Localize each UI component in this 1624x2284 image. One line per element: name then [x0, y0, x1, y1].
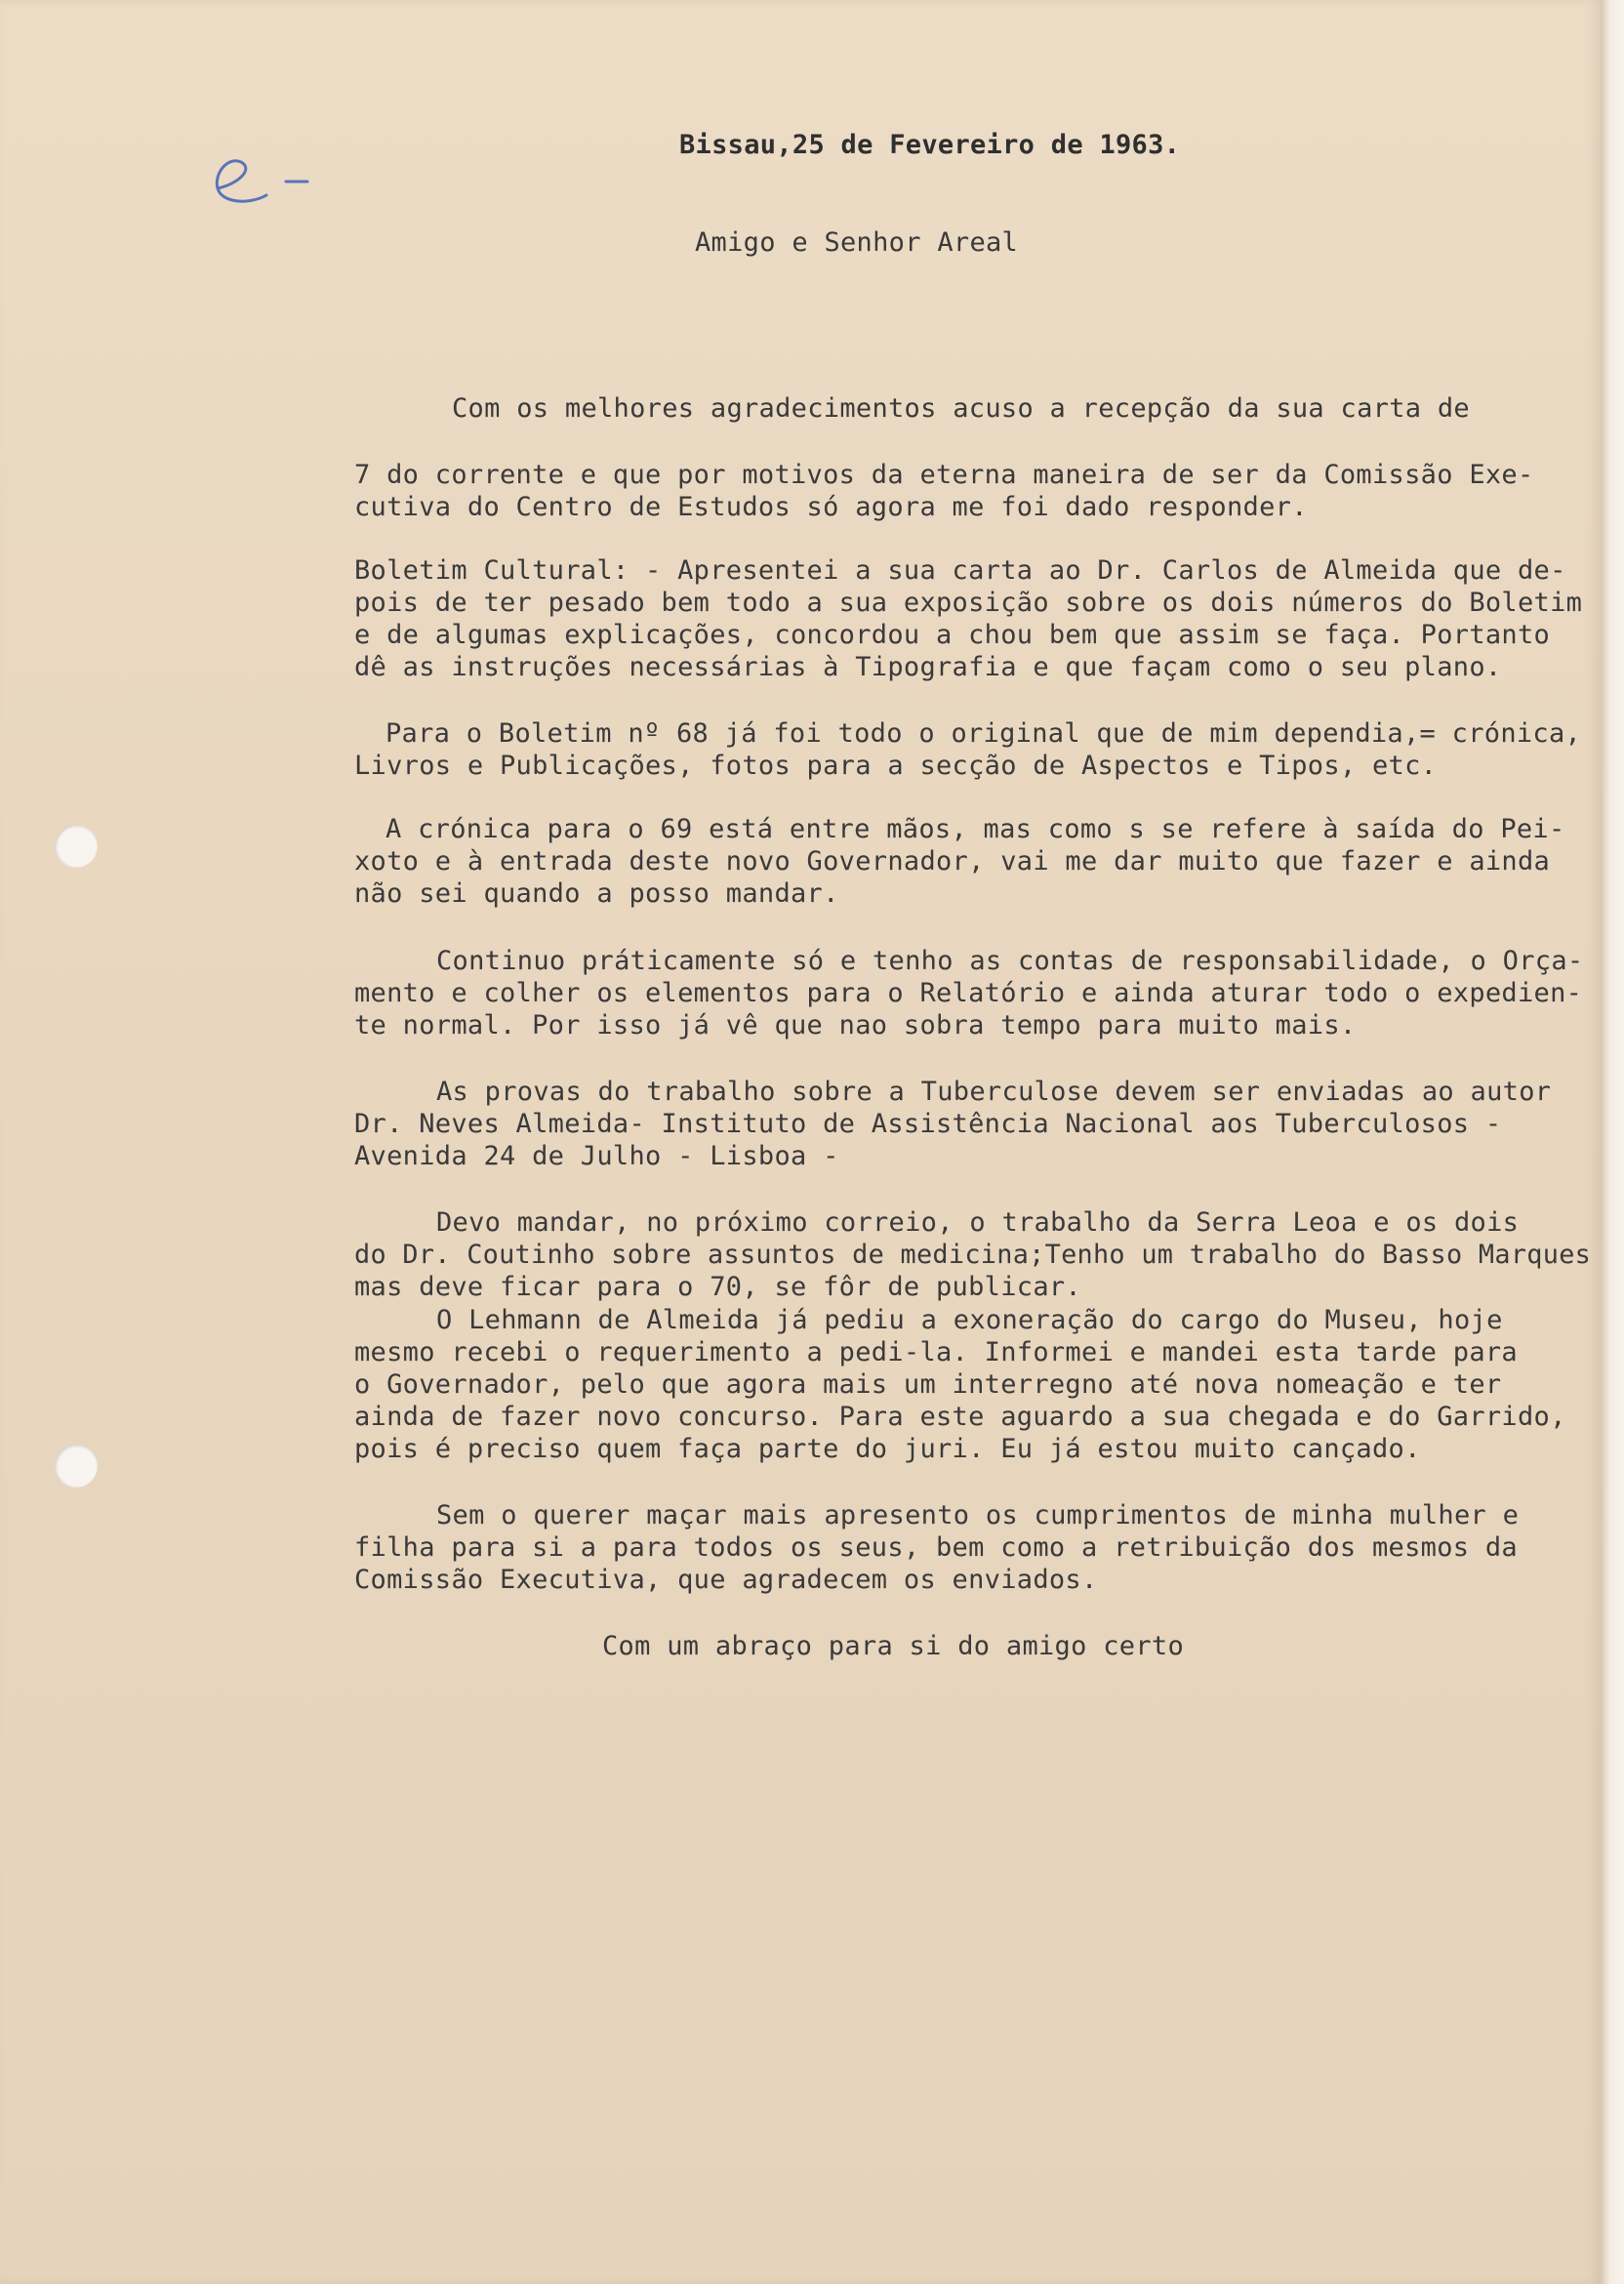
- paragraph-line: mesmo recebi o requerimento a pedi-la. Informei e mandei esta tarde para: [354, 1337, 1518, 1367]
- paragraph-line: Boletim Cultural: - Apresentei a sua carta ao Dr. Carlos de Almeida que de-: [354, 555, 1566, 586]
- handwritten-mark: [210, 144, 317, 223]
- letter-date: Bissau,25 de Fevereiro de 1963.: [679, 130, 1181, 160]
- paragraph-line: pois de ter pesado bem todo a sua exposição sobre os dois números do Boletim: [354, 588, 1583, 618]
- paragraph-line: Avenida 24 de Julho - Lisboa -: [354, 1141, 839, 1171]
- paragraph-line: A crónica para o 69 está entre mãos, mas como s se refere à saída do Pei-: [386, 814, 1565, 844]
- paragraph-line: 7 do corrente e que por motivos da eterna maneira de ser da Comissão Exe-: [354, 460, 1534, 490]
- paragraph-line: Continuo práticamente só e tenho as contas de responsabilidade, o Orça-: [436, 946, 1584, 976]
- paragraph-line: ainda de fazer novo concurso. Para este aguardo a sua chegada e do Garrido,: [354, 1402, 1566, 1432]
- paragraph-line: mento e colher os elementos para o Relatório e ainda aturar todo o expedien-: [354, 978, 1583, 1008]
- paragraph-line: te normal. Por isso já vê que nao sobra tempo para muito mais.: [354, 1010, 1357, 1040]
- paragraph-line: Comissão Executiva, que agradecem os enviados.: [354, 1565, 1098, 1595]
- closing-line: Com um abraço para si do amigo certo: [602, 1631, 1184, 1661]
- punch-hole: [55, 825, 98, 868]
- paragraph-line: pois é preciso quem faça parte do juri. Eu já estou muito cançado.: [354, 1434, 1421, 1464]
- paragraph-line: e de algumas explicações, concordou a chou bem que assim se faça. Portanto: [354, 620, 1551, 650]
- paragraph-line: Livros e Publicações, fotos para a secção de Aspectos e Tipos, etc.: [354, 751, 1438, 781]
- paragraph-line: mas deve ficar para o 70, se fôr de publicar.: [354, 1272, 1081, 1302]
- paragraph-line: Devo mandar, no próximo correio, o trabalho da Serra Leoa e os dois: [436, 1207, 1520, 1238]
- paragraph-line: dê as instruções necessárias à Tipografia e que façam como o seu plano.: [354, 652, 1502, 682]
- salutation: Amigo e Senhor Areal: [695, 227, 1019, 258]
- paragraph-line: o Governador, pelo que agora mais um interregno até nova nomeação e ter: [354, 1369, 1502, 1400]
- paragraph-line: cutiva do Centro de Estudos só agora me foi dado responder.: [354, 492, 1308, 522]
- paragraph-line: do Dr. Coutinho sobre assuntos de medicina;Tenho um trabalho do Basso Marques: [354, 1240, 1592, 1270]
- paragraph-line: xoto e à entrada deste novo Governador, vai me dar muito que fazer e ainda: [354, 846, 1551, 877]
- paragraph-line: Dr. Neves Almeida- Instituto de Assistência Nacional aos Tuberculosos -: [354, 1109, 1502, 1139]
- paper-edge: [1601, 0, 1624, 2284]
- paragraph-line: filha para si a para todos os seus, bem como a retribuição dos mesmos da: [354, 1532, 1518, 1563]
- paragraph-line: Para o Boletim nº 68 já foi todo o original que de mim dependia,= crónica,: [386, 718, 1582, 749]
- paragraph-line: não sei quando a posso mandar.: [354, 878, 839, 909]
- paragraph-line: O Lehmann de Almeida já pediu a exoneração do cargo do Museu, hoje: [436, 1305, 1503, 1335]
- paragraph-line: Sem o querer maçar mais apresento os cumprimentos de minha mulher e: [436, 1500, 1520, 1530]
- paragraph-line: Com os melhores agradecimentos acuso a recepção da sua carta de: [452, 393, 1470, 424]
- paragraph-line: As provas do trabalho sobre a Tuberculose devem ser enviadas ao autor: [436, 1077, 1552, 1107]
- punch-hole: [55, 1445, 98, 1488]
